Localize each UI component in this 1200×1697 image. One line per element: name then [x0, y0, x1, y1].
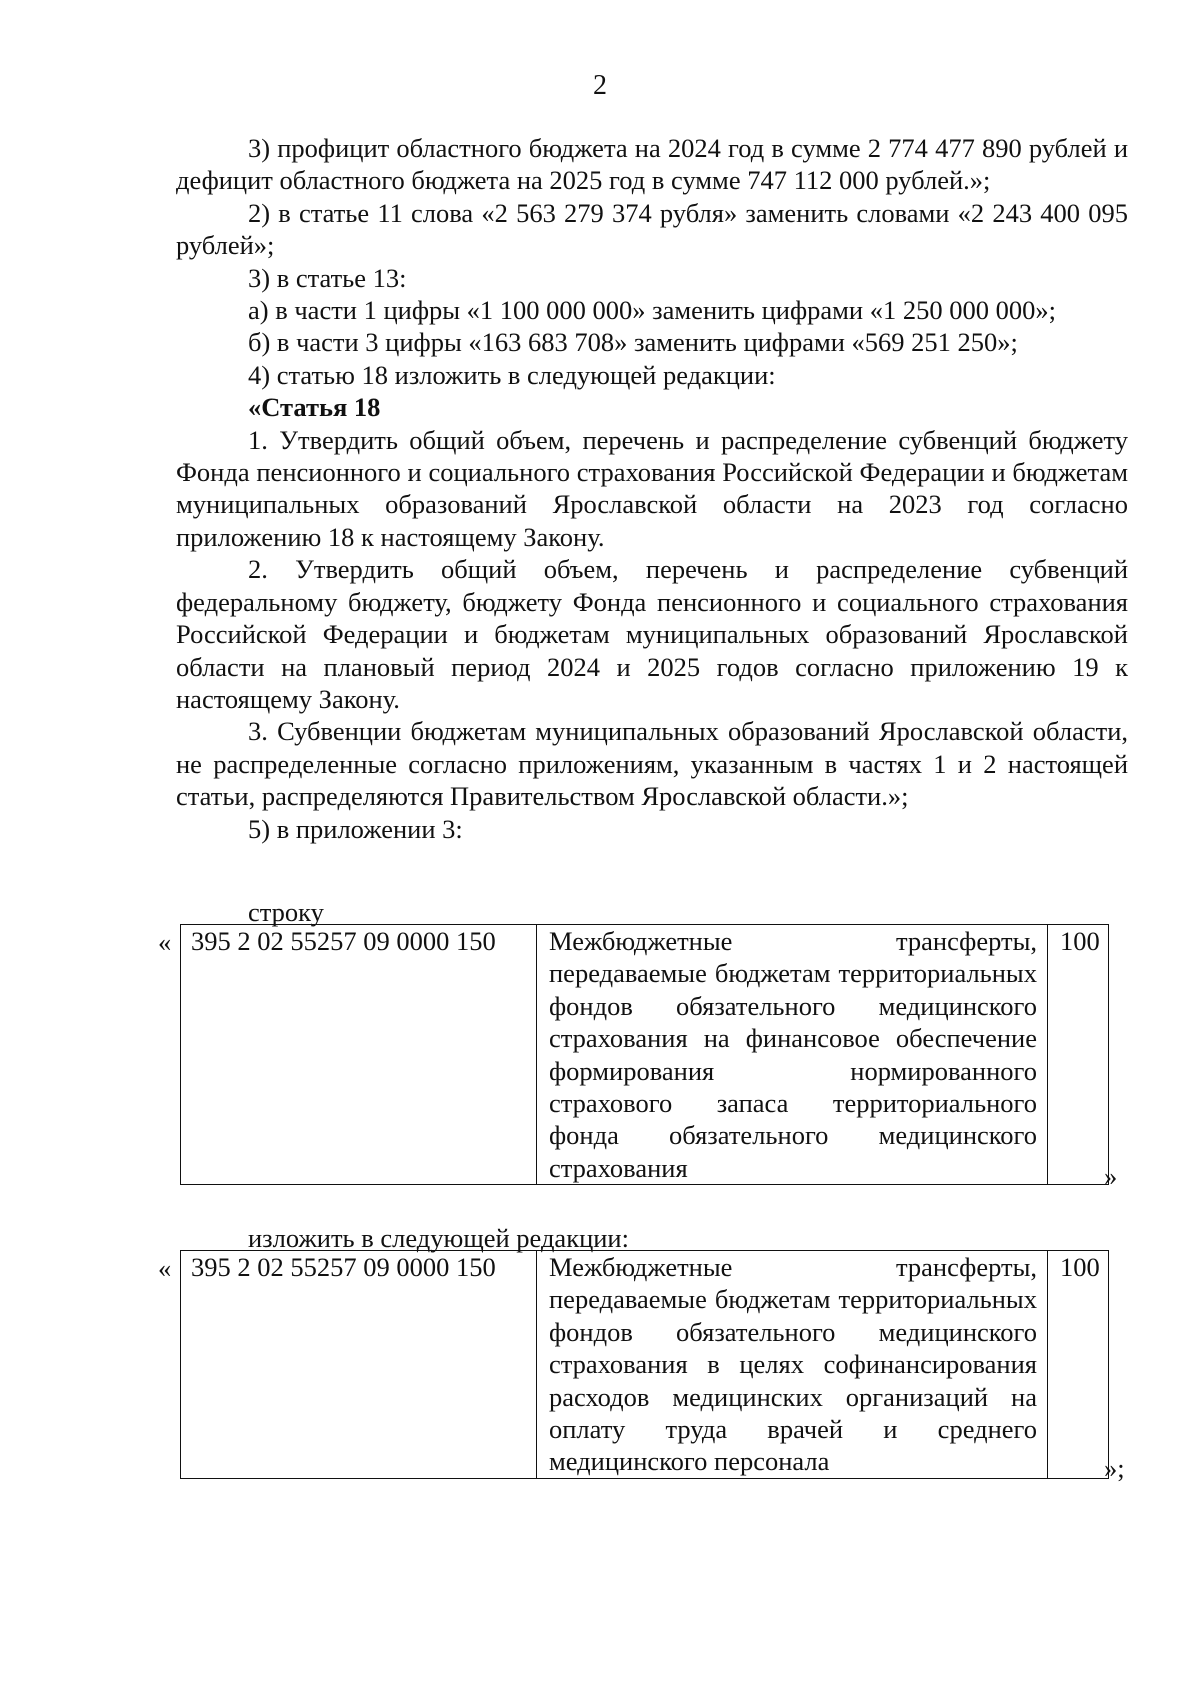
paragraph-part-1: а) в части 1 цифры «1 100 000 000» заменить цифрами «1 250 000 000»; [248, 295, 1056, 326]
article-18-part-2: 2. Утвердить общий объем, перечень и распределение субвенций федеральному бюджету, бюджету Фонда пенсионного и социального страхования Российской Федерации и бюджетам муниципальных образований Ярославской области на плановый период 2024 и 2025 годов согласно приложению 19 к настоящему Закону. [176, 554, 1128, 714]
quote-close-new: »; [1104, 1453, 1125, 1483]
description-cell: Межбюджетные трансферты, передаваемые бюджетам территориальных фондов обязательного медицинского страхования на финансовое обеспечение формирования нормированного страхового запаса территориального фонда обязательного медицинского страхования [537, 925, 1048, 1185]
paragraph-surplus: 3) профицит областного бюджета на 2024 год в сумме 2 774 477 890 рублей и дефицит областного бюджета на 2025 год в сумме 747 112 000 рублей.»; [176, 133, 1128, 196]
article-18-heading: «Статья 18 [248, 392, 381, 423]
value-cell: 100 [1048, 925, 1109, 1185]
quote-open-new: « [158, 1253, 172, 1283]
value-cell: 100 [1048, 1251, 1109, 1479]
label-new-edition: изложить в следующей редакции: [248, 1223, 629, 1253]
table-row [181, 925, 1109, 1185]
new-row-table [180, 1250, 1109, 1479]
budget-code-cell: 395 2 02 55257 09 0000 150 [181, 1251, 537, 1479]
article-18-part-1: 1. Утвердить общий объем, перечень и распределение субвенций бюджету Фонда пенсионного и социального страхования Российской Федерации и бюджетам муниципальных образований Ярославской области на 2023 год согласно приложению 18 к настоящему Закону. [176, 424, 1128, 552]
paragraph-article-11: 2) в статье 11 слова «2 563 279 374 рубля» заменить словами «2 243 400 095 рублей»; [176, 197, 1128, 261]
article-18-part-3: 3. Субвенции бюджетам муниципальных образований Ярославской области, не распределенные согласно приложениям, указанным в частях 1 и 2 настоящей статьи, распределяются Правительством Ярославской области.»; [176, 716, 1128, 812]
old-row-table [180, 924, 1109, 1185]
paragraph-appendix-3: 5) в приложении 3: [248, 813, 463, 844]
page-number: 2 [593, 70, 607, 101]
budget-code-cell: 395 2 02 55257 09 0000 150 [181, 925, 537, 1185]
table-row [181, 1251, 1109, 1479]
paragraph-article-18-intro: 4) статью 18 изложить в следующей редакции: [248, 359, 776, 390]
quote-close-old: » [1104, 1161, 1118, 1191]
label-row: строку [248, 897, 324, 927]
paragraph-part-3: б) в части 3 цифры «163 683 708» заменить цифрами «569 251 250»; [248, 327, 1018, 358]
quote-open-old: « [158, 927, 172, 957]
paragraph-article-13: 3) в статье 13: [248, 262, 407, 293]
description-cell: Межбюджетные трансферты, передаваемые бюджетам территориальных фондов обязательного медицинского страхования в целях софинансирования расходов медицинских организаций на оплату труда врачей и среднего медицинского персонала [537, 1251, 1048, 1479]
document-body [176, 132, 1128, 845]
